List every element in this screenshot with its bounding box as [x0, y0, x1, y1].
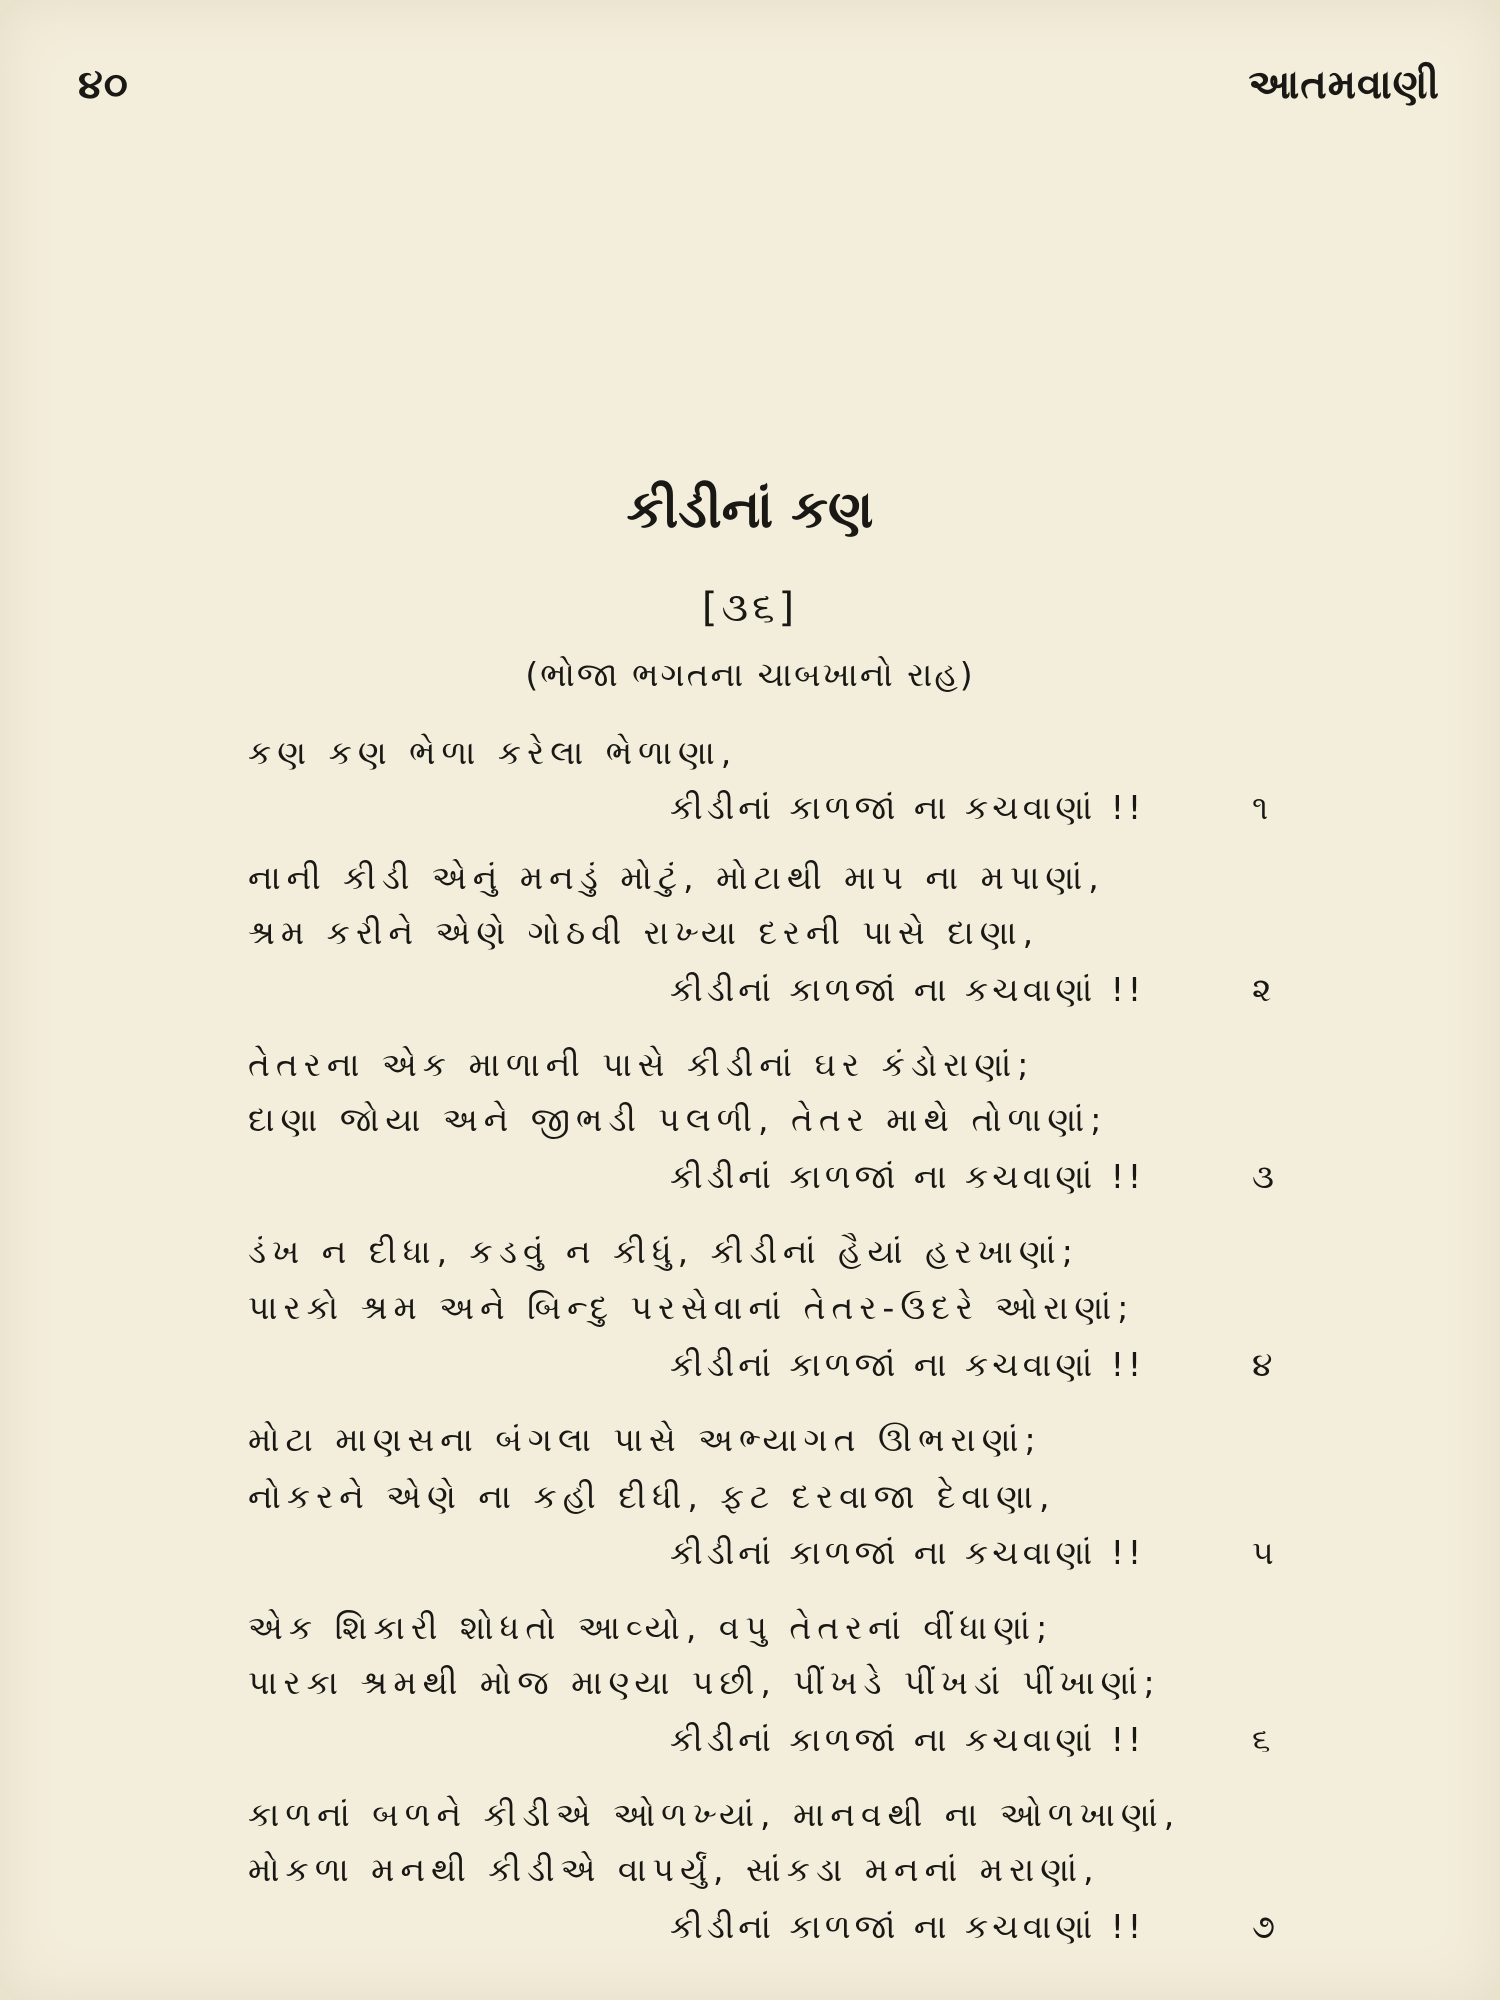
verse-line: તેતરના એક માળાની પાસે કીડીનાં ઘર કંડોરાણાં;	[248, 1045, 1035, 1084]
stanza-number: ૩	[1252, 1157, 1274, 1196]
verse-line: કણ કણ ભેળા કરેલા ભેળાણા,	[248, 733, 738, 772]
verse-line: એક શિકારી શોધતો આવ્યો, વપુ તેતરનાં વીંધાણાં;	[248, 1608, 1054, 1647]
refrain-line: કીડીનાં કાળજાં ના કચવાણાં !!	[670, 788, 1146, 827]
refrain-line: કીડીનાં કાળજાં ના કચવાણાં !!	[670, 1157, 1146, 1196]
refrain-line: કીડીનાં કાળજાં ના કચવાણાં !!	[670, 970, 1146, 1009]
verse-line: કાળનાં બળને કીડીએ ઓળખ્યાં, માનવથી ના ઓળખાણાં,	[248, 1795, 1181, 1834]
verse-line: નોકરને એણે ના કહી દીધી, ફટ દરવાજા દેવાણા,	[248, 1477, 1056, 1516]
poem-number: [૩૬]	[701, 585, 799, 631]
tune-note: (ભોજા ભગતના ચાબખાનો રાહ)	[525, 655, 975, 694]
verse-line: ડંખ ન દીધા, કડવું ન કીધું, કીડીનાં હૈયાં હરખાણાં;	[248, 1232, 1079, 1271]
verse-line: પારકો શ્રમ અને બિન્દુ પરસેવાનાં તેતર-ઉદરે ઓરાણાં;	[248, 1288, 1135, 1327]
stanza-number: ૨	[1252, 970, 1272, 1009]
poem-title: કીડીનાં કણ	[626, 480, 874, 540]
refrain-line: કીડીનાં કાળજાં ના કચવાણાં !!	[670, 1907, 1146, 1946]
verse-line: પારકા શ્રમથી મોજ માણ્યા પછી, પીંખડે પીંખડાં પીંખાણાં;	[248, 1663, 1161, 1702]
verse-line: દાણા જોયા અને જીભડી પલળી, તેતર માથે તોળાણાં;	[248, 1100, 1108, 1139]
stanza-number: ૬	[1252, 1720, 1271, 1759]
refrain-line: કીડીનાં કાળજાં ના કચવાણાં !!	[670, 1720, 1146, 1759]
verse-line: નાની કીડી એનું મનડું મોટું, મોટાથી માપ ના મપાણાં,	[248, 858, 1105, 897]
verse-line: શ્રમ કરીને એણે ગોઠવી રાખ્યા દરની પાસે દાણા,	[248, 913, 1040, 952]
verse-line: મોકળા મનથી કીડીએ વાપર્યું, સાંકડા મનનાં મરાણાં,	[248, 1850, 1100, 1889]
stanza-number: ૫	[1252, 1533, 1274, 1572]
book-title: આતમવાણી	[1248, 62, 1440, 108]
refrain-line: કીડીનાં કાળજાં ના કચવાણાં !!	[670, 1533, 1146, 1572]
verse-line: મોટા માણસના બંગલા પાસે અભ્યાગત ઊભરાણાં;	[248, 1420, 1042, 1459]
stanza-number: ૪	[1252, 1345, 1273, 1384]
refrain-line: કીડીનાં કાળજાં ના કચવાણાં !!	[670, 1345, 1146, 1384]
stanza-number: ૭	[1252, 1907, 1275, 1946]
stanza-number: ૧	[1252, 788, 1269, 827]
page-number: ૪૦	[78, 62, 129, 108]
